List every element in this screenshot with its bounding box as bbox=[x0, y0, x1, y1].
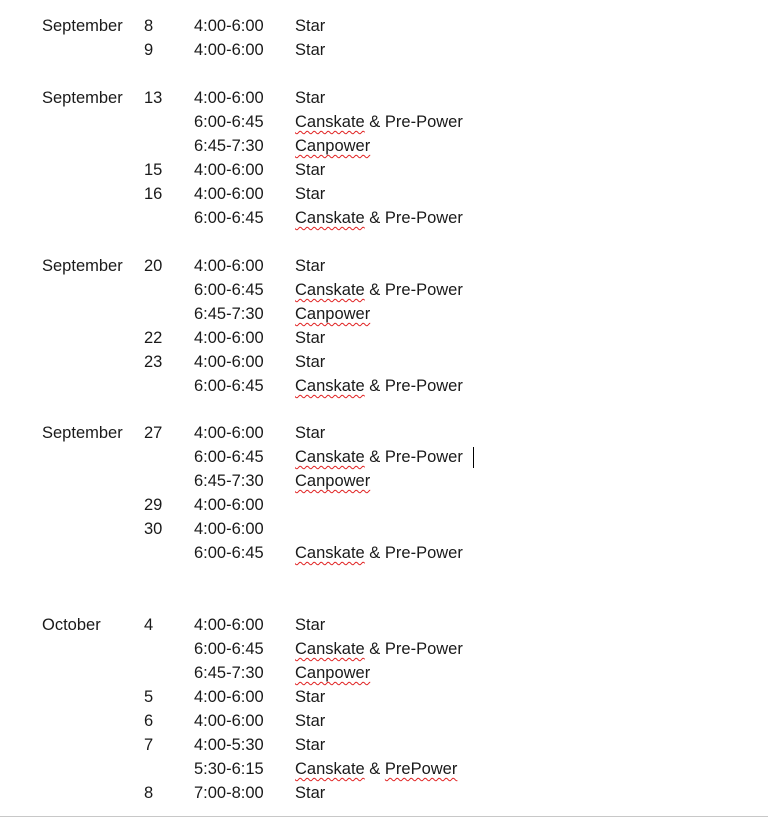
activity-cell: Star bbox=[295, 185, 326, 203]
activity-cell: Canskate & Pre-Power bbox=[295, 377, 463, 395]
day-cell: 13 bbox=[144, 89, 163, 107]
day-cell: 8 bbox=[144, 17, 154, 35]
time-cell: 6:45-7:30 bbox=[194, 137, 264, 155]
time-cell: 4:00-6:00 bbox=[194, 41, 264, 59]
day-cell: 7 bbox=[144, 736, 154, 754]
day-cell: 27 bbox=[144, 424, 163, 442]
activity-cell: Canskate & Pre-Power bbox=[295, 281, 463, 299]
time-cell: 4:00-6:00 bbox=[194, 185, 264, 203]
time-cell: 6:45-7:30 bbox=[194, 472, 264, 490]
time-cell: 4:00-6:00 bbox=[194, 89, 264, 107]
time-cell: 4:00-6:00 bbox=[194, 496, 264, 514]
text-cursor bbox=[473, 447, 474, 468]
spellcheck-flagged-word[interactable]: PrePower bbox=[384, 760, 458, 778]
day-cell: 20 bbox=[144, 257, 163, 275]
time-cell: 5:30-6:15 bbox=[194, 760, 264, 778]
time-cell: 4:00-6:00 bbox=[194, 17, 264, 35]
activity-cell: Star bbox=[295, 424, 326, 442]
time-cell: 4:00-6:00 bbox=[194, 688, 264, 706]
time-cell: 6:00-6:45 bbox=[194, 113, 264, 131]
time-cell: 7:00-8:00 bbox=[194, 784, 264, 802]
activity-cell bbox=[295, 134, 370, 158]
activity-cell: Star bbox=[295, 616, 326, 634]
spellcheck-flagged-word[interactable]: Canpower bbox=[295, 137, 371, 155]
activity-cell: Star bbox=[295, 89, 326, 107]
activity-cell bbox=[295, 302, 370, 326]
spellcheck-flagged-word[interactable]: Canskate bbox=[295, 113, 365, 131]
spellcheck-flagged-word[interactable]: Canpower bbox=[295, 472, 371, 490]
day-cell: 5 bbox=[144, 688, 154, 706]
activity-cell: Star bbox=[295, 161, 326, 179]
activity-cell: Star bbox=[295, 712, 326, 730]
day-cell: 22 bbox=[144, 329, 163, 347]
activity-cell: Star bbox=[295, 736, 326, 754]
time-cell: 4:00-6:00 bbox=[194, 616, 264, 634]
time-cell: 4:00-6:00 bbox=[194, 329, 264, 347]
page-bottom-edge bbox=[0, 816, 768, 817]
activity-cell: Star bbox=[295, 257, 326, 275]
time-cell: 6:00-6:45 bbox=[194, 281, 264, 299]
day-cell: 6 bbox=[144, 712, 154, 730]
activity-cell: Canskate & Pre-Power bbox=[295, 113, 463, 131]
time-cell: 6:00-6:45 bbox=[194, 209, 264, 227]
time-cell: 4:00-6:00 bbox=[194, 257, 264, 275]
day-cell: 16 bbox=[144, 185, 163, 203]
spellcheck-flagged-word[interactable]: Canskate bbox=[295, 377, 365, 395]
day-cell: 15 bbox=[144, 161, 163, 179]
spellcheck-flagged-word[interactable]: Canpower bbox=[295, 305, 371, 323]
activity-cell bbox=[295, 661, 370, 685]
activity-cell: Star bbox=[295, 329, 326, 347]
time-cell: 6:45-7:30 bbox=[194, 305, 264, 323]
time-cell: 6:00-6:45 bbox=[194, 640, 264, 658]
day-cell: 23 bbox=[144, 353, 163, 371]
spellcheck-flagged-word[interactable]: Canskate bbox=[295, 281, 365, 299]
day-cell: 9 bbox=[144, 41, 154, 59]
spellcheck-flagged-word[interactable]: Canpower bbox=[295, 664, 371, 682]
activity-cell: Star bbox=[295, 784, 326, 802]
time-cell: 6:00-6:45 bbox=[194, 448, 264, 466]
time-cell: 6:00-6:45 bbox=[194, 544, 264, 562]
activity-cell: Star bbox=[295, 353, 326, 371]
spellcheck-flagged-word[interactable]: Canskate bbox=[295, 640, 365, 658]
activity-cell: Canskate & Pre-Power bbox=[295, 448, 463, 466]
month-cell: September bbox=[42, 257, 123, 275]
day-cell: 29 bbox=[144, 496, 163, 514]
time-cell: 4:00-6:00 bbox=[194, 353, 264, 371]
day-cell: 8 bbox=[144, 784, 154, 802]
day-cell: 4 bbox=[144, 616, 154, 634]
activity-cell: Canskate & PrePower bbox=[295, 760, 458, 778]
spellcheck-flagged-word[interactable]: Canskate bbox=[295, 209, 365, 227]
time-cell: 4:00-5:30 bbox=[194, 736, 264, 754]
activity-cell: Star bbox=[295, 17, 326, 35]
spellcheck-flagged-word[interactable]: Canskate bbox=[295, 544, 365, 562]
spellcheck-flagged-word[interactable]: Canskate bbox=[295, 760, 365, 778]
time-cell: 4:00-6:00 bbox=[194, 161, 264, 179]
time-cell: 6:45-7:30 bbox=[194, 664, 264, 682]
activity-cell: Canskate & Pre-Power bbox=[295, 209, 463, 227]
month-cell: September bbox=[42, 424, 123, 442]
time-cell: 4:00-6:00 bbox=[194, 712, 264, 730]
time-cell: 6:00-6:45 bbox=[194, 377, 264, 395]
time-cell: 4:00-6:00 bbox=[194, 520, 264, 538]
month-cell: October bbox=[42, 616, 101, 634]
activity-cell: Canskate & Pre-Power bbox=[295, 544, 463, 562]
activity-cell: Star bbox=[295, 688, 326, 706]
spellcheck-flagged-word[interactable]: Canskate bbox=[295, 448, 365, 466]
activity-cell bbox=[295, 469, 370, 493]
activity-cell: Star bbox=[295, 41, 326, 59]
month-cell: September bbox=[42, 17, 123, 35]
month-cell: September bbox=[42, 89, 123, 107]
time-cell: 4:00-6:00 bbox=[194, 424, 264, 442]
day-cell: 30 bbox=[144, 520, 163, 538]
activity-cell: Canskate & Pre-Power bbox=[295, 640, 463, 658]
